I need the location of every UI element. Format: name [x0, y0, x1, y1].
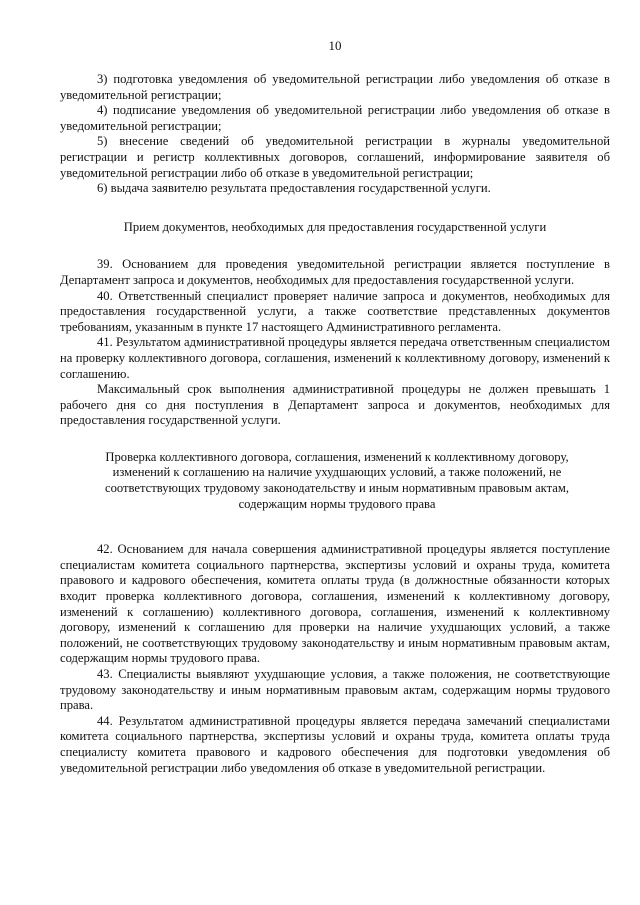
list-item: 3) подготовка уведомления об уведомительной регистрации либо уведомления об отказе в уведомительной регистрации; [60, 72, 610, 102]
paragraph-40: 40. Ответственный специалист проверяет наличие запроса и документов, необходимых для предоставления государственной услуги, а также соответствие представленных документов требованиям, указанным в пункте 17 настоящего Административного регламента. [60, 288, 610, 334]
section-heading-document-intake: Прием документов, необходимых для предоставления государственной услуги [123, 219, 547, 234]
section-heading-agreement-check: Проверка коллективного договора, соглашения, изменений к коллективному договору, изменений к соглашению на наличие ухудшающих условий, а также положений, не соответствующих трудовому законодательству и иным нормативным правовым актам, содержащим нормы трудового права [105, 449, 569, 511]
section-agreement-check [60, 542, 610, 776]
spacer [60, 429, 610, 450]
list-item: 6) выдача заявителю результата предоставления государственной услуги. [97, 181, 491, 196]
paragraph-max-term: Максимальный срок выполнения административной процедуры не должен превышать 1 рабочего дня со дня поступления в Департамент запроса и документов, необходимых для предоставления государственной услуги. [60, 382, 610, 428]
paragraph-41: 41. Результатом административной процедуры является передача ответственным специалистом на проверку коллективного договора, соглашения, изменений к коллективному договору, изменений к соглашению. [60, 335, 610, 381]
page-number: 10 [328, 38, 342, 53]
list-item: 5) внесение сведений об уведомительной регистрации в журналы уведомительной регистрации и регистр коллективных договоров, соглашений, информирование заявителя об уведомительной регистрации либо об отказе в уведомительной регистрации; [60, 134, 610, 180]
paragraph-42: 42. Основанием для начала совершения административной процедуры является поступление специалистам комитета социального партнерства, экспертизы условий и охраны труда, комитета правового и кадрового обеспечения, комитета оплаты труда (в должностные обязанности которых входит проверка коллективного договора, соглашения, изменений к коллективному договору, изменений к соглашению) коллективного договора, соглашения, изменений к коллективному договору, изменений к соглашению для проверки на наличие ухудшающих условий, а также положений, не соответствующих трудовому законодательству и иным нормативным правовым актам, содержащим нормы трудового права. [60, 542, 610, 666]
spacer [60, 235, 610, 257]
document-page [60, 38, 610, 776]
list-item: 4) подписание уведомления об уведомительной регистрации либо уведомления об отказе в уведомительной регистрации; [60, 103, 610, 133]
spacer [60, 197, 610, 220]
paragraph-39: 39. Основанием для проведения уведомительной регистрации является поступление в Департамент запроса и документов, необходимых для предоставления государственной услуги. [60, 257, 610, 287]
procedure-list [60, 72, 610, 197]
section-document-intake [60, 257, 610, 429]
section-heading-agreement-check-wrapper [60, 450, 610, 512]
paragraph-43: 43. Специалисты выявляют ухудшающие условия, а также положения, не соответствующие трудовому законодательству и иным нормативным правовым актам, содержащим нормы трудового права. [60, 667, 610, 713]
paragraph-44: 44. Результатом административной процедуры является передача замечаний специалистами комитета социального партнерства, экспертизы условий и охраны труда, комитета оплаты труда специалисту комитета правового и кадрового обеспечения для подготовки уведомления об уведомительной регистрации либо уведомления об отказе в уведомительной регистрации. [60, 713, 610, 775]
spacer [60, 512, 610, 542]
